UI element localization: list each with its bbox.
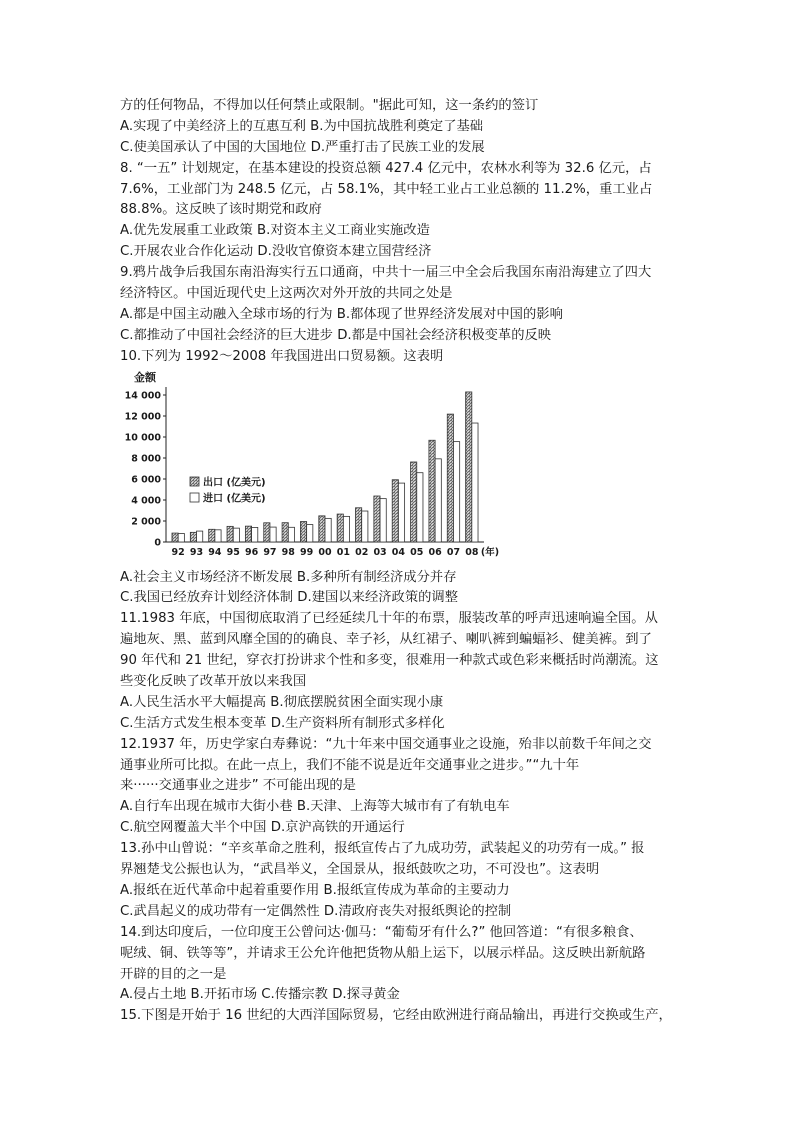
bottom-text-line: 12.1937 年，历史学家白寿彝说：“九十年来中国交通事业之设施，殆非以前数千年间之交 bbox=[120, 736, 652, 752]
bar-import bbox=[380, 498, 386, 541]
bar-export bbox=[190, 532, 196, 542]
bar-import bbox=[270, 527, 276, 542]
bar-export bbox=[466, 392, 472, 542]
bar-export bbox=[392, 479, 398, 541]
bar-export bbox=[374, 496, 380, 542]
bar-import bbox=[288, 527, 294, 542]
bar-export bbox=[337, 514, 343, 542]
bar-import bbox=[325, 518, 331, 542]
bottom-text-line: A.报纸在近代革命中起着重要作用 B.报纸宣传成为革命的主要动力 bbox=[120, 882, 510, 898]
bar-export bbox=[411, 462, 417, 542]
y-tick-label: 8 000 bbox=[131, 453, 161, 465]
bottom-text-line: 开辟的目的之一是 bbox=[120, 966, 227, 982]
bar-export bbox=[300, 521, 306, 541]
text-block-bottom bbox=[120, 568, 680, 1028]
top-text-line: A.优先发展重工业政策 B.对资本主义工商业实施改造 bbox=[120, 223, 430, 239]
bar-import bbox=[343, 516, 349, 542]
bar-import bbox=[362, 511, 368, 542]
bar-export bbox=[264, 522, 270, 541]
bottom-text-line: A.侵占土地 B.开拓市场 C.传播宗教 D.探寻黄金 bbox=[120, 987, 400, 1003]
bottom-text-line: C.航空网覆盖大半个中国 D.京沪高铁的开通运行 bbox=[120, 820, 405, 836]
x-tick-label: 95 bbox=[226, 546, 240, 558]
top-text-line: 方的任何物品，不得加以任何禁止或限制。"据此可知，这一条约的签订 bbox=[120, 98, 539, 113]
text-block-top bbox=[120, 96, 680, 368]
y-tick-label: 12 000 bbox=[124, 411, 161, 423]
bar-import bbox=[307, 524, 313, 541]
top-text-line: 88.8%。这反映了该时期党和政府 bbox=[120, 202, 322, 218]
x-tick-label: 01 bbox=[336, 546, 350, 558]
bar-import bbox=[178, 533, 184, 542]
bar-export bbox=[245, 526, 251, 542]
bar-import bbox=[435, 458, 441, 541]
x-tick-label: 06 bbox=[428, 546, 442, 558]
top-text-line: C.开展农业合作化运动 D.没收官僚资本建立国营经济 bbox=[120, 244, 432, 260]
y-tick-label: 14 000 bbox=[124, 390, 161, 402]
trade-bar-chart bbox=[124, 369, 500, 566]
bar-import bbox=[453, 441, 459, 541]
x-tick-label: 97 bbox=[263, 546, 277, 558]
bar-export bbox=[227, 526, 233, 542]
bar-export bbox=[319, 515, 325, 541]
x-tick-label: 02 bbox=[355, 546, 369, 558]
top-text-line: C.都推动了中国社会经济的巨大进步 D.都是中国社会经济积极变革的反映 bbox=[120, 327, 552, 343]
bottom-text-line: 15.下图是开始于 16 世纪的大西洋国际贸易，它经由欧洲进行商品输出，再进行交换或生产， bbox=[120, 1008, 672, 1024]
x-tick-label: 96 bbox=[244, 546, 259, 558]
bottom-text-line: A.人民生活水平大幅提高 B.彻底摆脱贫困全面实现小康 bbox=[120, 694, 444, 710]
x-tick-label: 00 bbox=[318, 546, 332, 558]
bar-export bbox=[172, 533, 178, 542]
top-text-line: 10.下列为 1992～2008 年我国进出口贸易额。这表明 bbox=[120, 348, 444, 364]
x-tick-label: 07 bbox=[446, 546, 461, 558]
trade-chart bbox=[120, 369, 680, 566]
bar-import bbox=[417, 472, 423, 541]
legend-swatch bbox=[190, 477, 199, 486]
x-tick-label: 05 bbox=[410, 546, 424, 558]
bar-export bbox=[282, 522, 288, 541]
top-text-line: 7.6%，工业部门为 248.5 亿元，占 58.1%，其中轻工业占工业总额的 11.2%，重工业占 bbox=[120, 181, 653, 197]
bottom-text-line: 13.孙中山曾说：“辛亥革命之胜利，报纸宣传占了九成功劳，武装起义的功劳有一成。” 报 bbox=[120, 841, 645, 857]
bottom-text-line: 11.1983 年底，中国彻底取消了已经延续几十年的布票，服装改革的呼声迅速响遍全国。从 bbox=[120, 611, 658, 627]
x-tick-label: 03 bbox=[373, 546, 387, 558]
top-text-line: 8. “一五” 计划规定，在基本建设的投资总额 427.4 亿元中，农林水利等为 32.6 亿元，占 bbox=[120, 160, 652, 176]
bottom-text-line: A.自行车出现在城市大街小巷 B.天津、上海等大城市有了有轨电车 bbox=[120, 799, 510, 815]
x-tick-label: 93 bbox=[189, 546, 204, 558]
y-tick-label: 4 000 bbox=[131, 495, 161, 507]
bottom-text-line: 通事业所可比拟。在此一点上，我们不能不说是近年交通事业之进步。”“九十年 bbox=[120, 757, 580, 773]
x-tick-label: 04 bbox=[391, 546, 406, 558]
top-text-line: A.都是中国主动融入全球市场的行为 B.都体现了世界经济发展对中国的影响 bbox=[120, 306, 563, 322]
bar-import bbox=[233, 528, 239, 542]
bottom-text-line: 遍地灰、黑、蓝到风靡全国的的确良、幸子衫，从红裙子、喇叭裤到蝙蝠衫、健美裤。到了 bbox=[120, 632, 652, 648]
y-axis-title: 金额 bbox=[134, 370, 156, 384]
bottom-text-line: 14.到达印度后，一位印度王公曾问达·伽马：“葡萄牙有什么?” 他回答道：“有很多粮食、 bbox=[120, 924, 643, 940]
top-text-line: 经济特区。中国近现代史上这两次对外开放的共同之处是 bbox=[120, 286, 453, 302]
x-tick-label: 08 bbox=[465, 546, 479, 558]
document-page bbox=[120, 96, 680, 1027]
bar-export bbox=[356, 507, 362, 541]
legend-label: 进口 (亿美元) bbox=[203, 493, 266, 505]
bar-import bbox=[398, 483, 404, 542]
x-tick-label: 98 bbox=[281, 546, 295, 558]
y-tick-label: 10 000 bbox=[124, 432, 161, 444]
bottom-text-line: C.生活方式发生根本变革 D.生产资料所有制形式多样化 bbox=[120, 715, 445, 731]
x-tick-label: 94 bbox=[208, 546, 222, 558]
y-tick-label: 6 000 bbox=[131, 474, 161, 486]
top-text-line: 9.鸦片战争后我国东南沿海实行五口通商，中共十一届三中全会后我国东南沿海建立了四大 bbox=[120, 265, 652, 281]
bar-import bbox=[252, 527, 258, 542]
bar-import bbox=[215, 529, 221, 541]
bottom-text-line: 来······交通事业之进步” 不可能出现的是 bbox=[120, 778, 356, 794]
y-tick-label: 0 bbox=[154, 537, 161, 549]
x-tick-label: 99 bbox=[300, 546, 314, 558]
bottom-text-line: C.我国已经放弃计划经济体制 D.建国以来经济政策的调整 bbox=[120, 590, 459, 606]
top-text-line: A.实现了中美经济上的互惠互利 B.为中国抗战胜利奠定了基础 bbox=[120, 118, 484, 134]
bottom-text-line: 些变化反映了改革开放以来我国 bbox=[120, 674, 307, 690]
x-tick-label: 92 bbox=[171, 546, 185, 558]
bar-import bbox=[197, 531, 203, 542]
bottom-text-line: C.武昌起义的成功带有一定偶然性 D.清政府丧失对报纸舆论的控制 bbox=[120, 903, 512, 919]
legend-swatch bbox=[190, 493, 199, 502]
bottom-text-line: A.社会主义市场经济不断发展 B.多种所有制经济成分并存 bbox=[120, 569, 457, 585]
bottom-text-line: 90 年代和 21 世纪，穿衣打扮讲求个性和多变，很难用一种款式或色彩来概括时尚潮流。这 bbox=[120, 653, 659, 669]
bottom-text-line: 呢绒、铜、铁等等”，并请求王公允许他把货物从船上运下，以展示样品。这反映出新航路 bbox=[120, 945, 646, 961]
y-tick-label: 2 000 bbox=[131, 516, 161, 528]
bottom-text-line: 界翘楚戈公振也认为，“武昌举义，全国景从，报纸鼓吹之功，不可没也”。这表明 bbox=[120, 862, 600, 878]
bar-import bbox=[472, 423, 478, 542]
x-axis-title: (年) bbox=[480, 546, 500, 558]
legend-label: 出口 (亿美元) bbox=[203, 477, 266, 489]
top-text-line: C.使美国承认了中国的大国地位 D.严重打击了民族工业的发展 bbox=[120, 139, 485, 155]
bar-export bbox=[447, 414, 453, 542]
bar-export bbox=[209, 529, 215, 542]
bar-export bbox=[429, 440, 435, 542]
